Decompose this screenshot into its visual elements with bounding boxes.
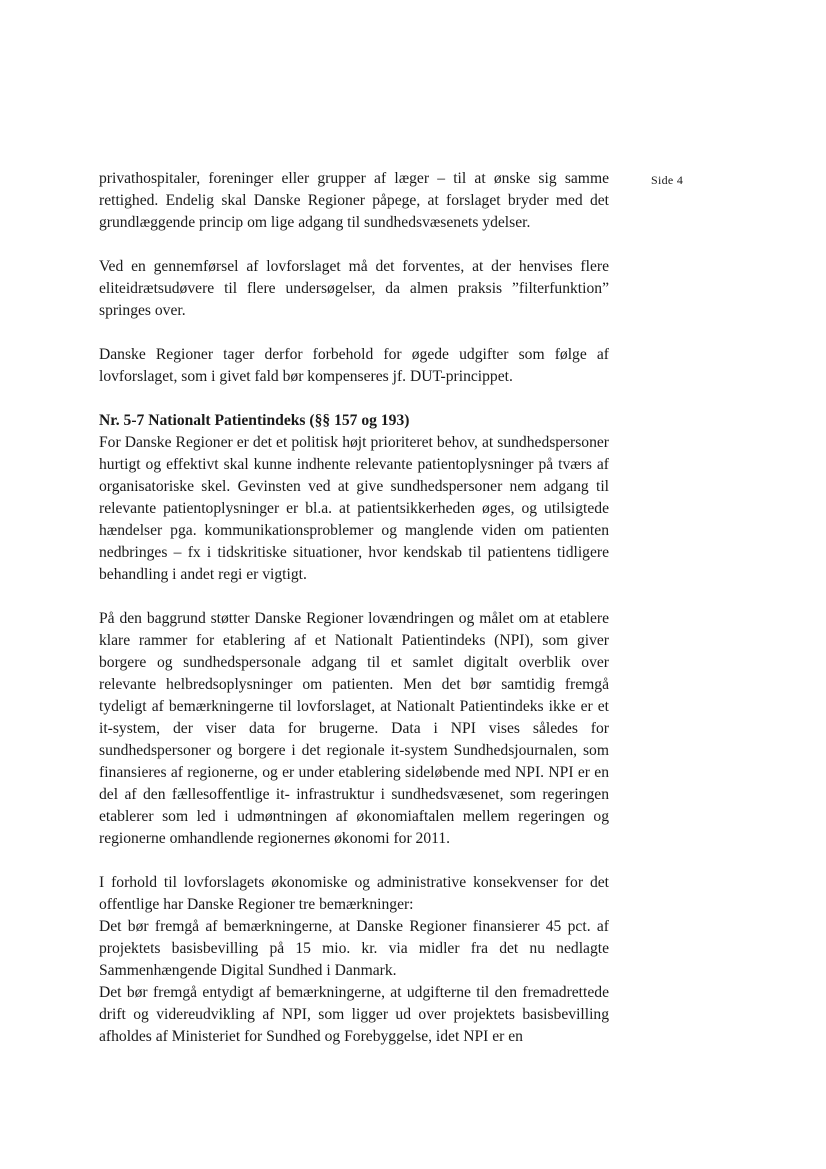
paragraph-7: Det bør fremgå af bemærkningerne, at Danske Regioner finansierer 45 pct. af projektets basisbevilling på 15 mio. kr. via midler fra det nu nedlagte Sammenhængende Digital Sundhed i Danmark.	[99, 918, 609, 979]
paragraph-2: Ved en gennemførsel af lovforslaget må det forventes, at der henvises flere eliteidrætsudøvere til flere undersøgelser, da almen praksis ”filterfunktion” springes over.	[99, 258, 609, 319]
paragraph-6: I forhold til lovforslagets økonomiske og administrative konsekvenser for det offentlige har Danske Regioner tre bemærkninger:	[99, 874, 609, 913]
paragraph-1: privathospitaler, foreninger eller grupper af læger – til at ønske sig samme rettighed. Endelig skal Danske Regioner påpege, at forslaget bryder med det grundlæggende princip om lige adgang til sundhedsvæsenets ydelser.	[99, 170, 609, 231]
paragraph-4: For Danske Regioner er det et politisk højt prioriteret behov, at sundhedspersoner hurtigt og effektivt skal kunne indhente relevante patientoplysninger på tværs af organisatoriske skel. Gevinsten ved at give sundhedspersoner nem adgang til relevante patientoplysninger er bl.a. at patientsikkerheden øges, og utilsigtede hændelser pga. kommunikationsproblemer og manglende viden om patienten nedbringes – fx i tidskritiske situationer, hvor kendskab til patientens tidligere behandling i andet regi er vigtigt.	[99, 434, 609, 583]
paragraph-3: Danske Regioner tager derfor forbehold for øgede udgifter som følge af lovforslaget, som i givet fald bør kompenseres jf. DUT-princippet.	[99, 346, 609, 385]
page-number: Side 4	[651, 173, 684, 187]
document-body	[99, 168, 609, 1048]
paragraph-8: Det bør fremgå entydigt af bemærkningerne, at udgifterne til den fremadrettede drift og videreudvikling af NPI, som ligger ud over projektets basisbevilling afholdes af Ministeriet for Sundhed og Forebyggelse, idet NPI er en	[99, 984, 609, 1045]
paragraph-5: På den baggrund støtter Danske Regioner lovændringen og målet om at etablere klare rammer for etablering af et Nationalt Patientindeks (NPI), som giver borgere og sundhedspersonale adgang til et samlet digitalt overblik over relevante helbredsoplysninger om patienten. Men det bør samtidig fremgå tydeligt af bemærkningerne til lovforslaget, at Nationalt Patientindeks ikke er et it-system, der viser data for brugerne. Data i NPI vises således for sundhedspersoner og borgere i det regionale it-system Sundhedsjournalen, som finansieres af regionerne, og er under etablering sideløbende med NPI. NPI er en del af den fællesoffentlige it- infrastruktur i sundhedsvæsenet, som regeringen etablerer som led i udmøntningen af økonomiaftalen mellem regeringen og regionerne omhandlende regionernes økonomi for 2011.	[99, 610, 609, 847]
section-heading: Nr. 5-7 Nationalt Patientindeks (§§ 157 og 193)	[99, 412, 410, 429]
